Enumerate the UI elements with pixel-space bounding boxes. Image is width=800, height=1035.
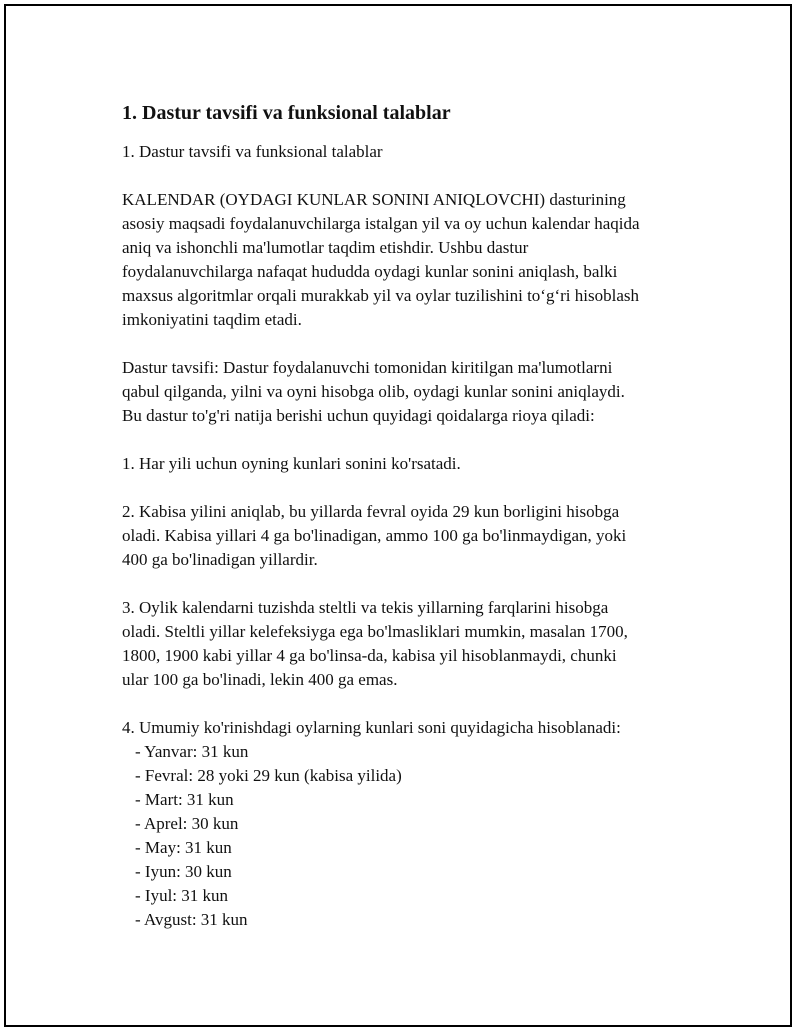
rule-3-line: ular 100 ga bo'linadi, lekin 400 ga emas.: [122, 670, 398, 689]
rule-4-paragraph: [122, 716, 702, 932]
month-list-item: - Iyul: 31 kun: [135, 886, 229, 905]
intro-line: KALENDAR (OYDAGI KUNLAR SONINI ANIQLOVCHI) dasturining: [122, 190, 626, 209]
intro-line: imkoniyatini taqdim etadi.: [122, 310, 302, 329]
rule-2-line: 400 ga bo'linadigan yillardir.: [122, 550, 318, 569]
rule-3-line: 3. Oylik kalendarni tuzishda steltli va tekis yillarning farqlarini hisobga: [122, 598, 609, 617]
rule-2-line: oladi. Kabisa yillari 4 ga bo'linadigan, ammo 100 ga bo'linmaydigan, yoki: [122, 526, 627, 545]
intro-line: aniq va ishonchli ma'lumotlar taqdim etishdir. Ushbu dastur: [122, 238, 529, 257]
intro-paragraph: [122, 188, 702, 332]
month-list-item: - May: 31 kun: [135, 838, 232, 857]
document-heading: 1. Dastur tavsifi va funksional talablar: [122, 102, 451, 124]
month-list-item: - Iyun: 30 kun: [135, 862, 232, 881]
subheading: 1. Dastur tavsifi va funksional talablar: [122, 142, 383, 161]
rule-3-paragraph: [122, 596, 702, 692]
description-line: Bu dastur to'g'ri natija berishi uchun quyidagi qoidalarga rioya qiladi:: [122, 406, 595, 425]
month-list-item: - Yanvar: 31 kun: [135, 742, 249, 761]
intro-line: asosiy maqsadi foydalanuvchilarga istalgan yil va oy uchun kalendar haqida: [122, 214, 640, 233]
rule-2-paragraph: [122, 500, 702, 572]
description-line: Dastur tavsifi: Dastur foydalanuvchi tomonidan kiritilgan ma'lumotlarni: [122, 358, 613, 377]
rule-1-line: 1. Har yili uchun oyning kunlari sonini ko'rsatadi.: [122, 454, 461, 473]
rule-1-paragraph: [122, 452, 702, 476]
description-paragraph: [122, 356, 702, 428]
rule-4-intro: 4. Umumiy ko'rinishdagi oylarning kunlari soni quyidagicha hisoblanadi:: [122, 718, 621, 737]
month-list-item: - Aprel: 30 kun: [135, 814, 239, 833]
document-body: [122, 100, 702, 932]
rule-3-line: oladi. Steltli yillar kelefeksiyga ega bo'lmasliklari mumkin, masalan 1700,: [122, 622, 628, 641]
page-frame: [4, 4, 792, 1027]
intro-line: maxsus algoritmlar orqali murakkab yil va oylar tuzilishini to‘g‘ri hisoblash: [122, 286, 639, 305]
month-list-item: - Avgust: 31 kun: [135, 910, 248, 929]
rule-2-line: 2. Kabisa yilini aniqlab, bu yillarda fevral oyida 29 kun borligini hisobga: [122, 502, 620, 521]
rule-3-line: 1800, 1900 kabi yillar 4 ga bo'linsa-da, kabisa yil hisoblanmaydi, chunki: [122, 646, 617, 665]
description-line: qabul qilganda, yilni va oyni hisobga olib, oydagi kunlar sonini aniqlaydi.: [122, 382, 625, 401]
intro-line: foydalanuvchilarga nafaqat hududda oydagi kunlar sonini aniqlash, balki: [122, 262, 618, 281]
month-list-item: - Fevral: 28 yoki 29 kun (kabisa yilida): [135, 766, 402, 785]
month-list-item: - Mart: 31 kun: [135, 790, 234, 809]
